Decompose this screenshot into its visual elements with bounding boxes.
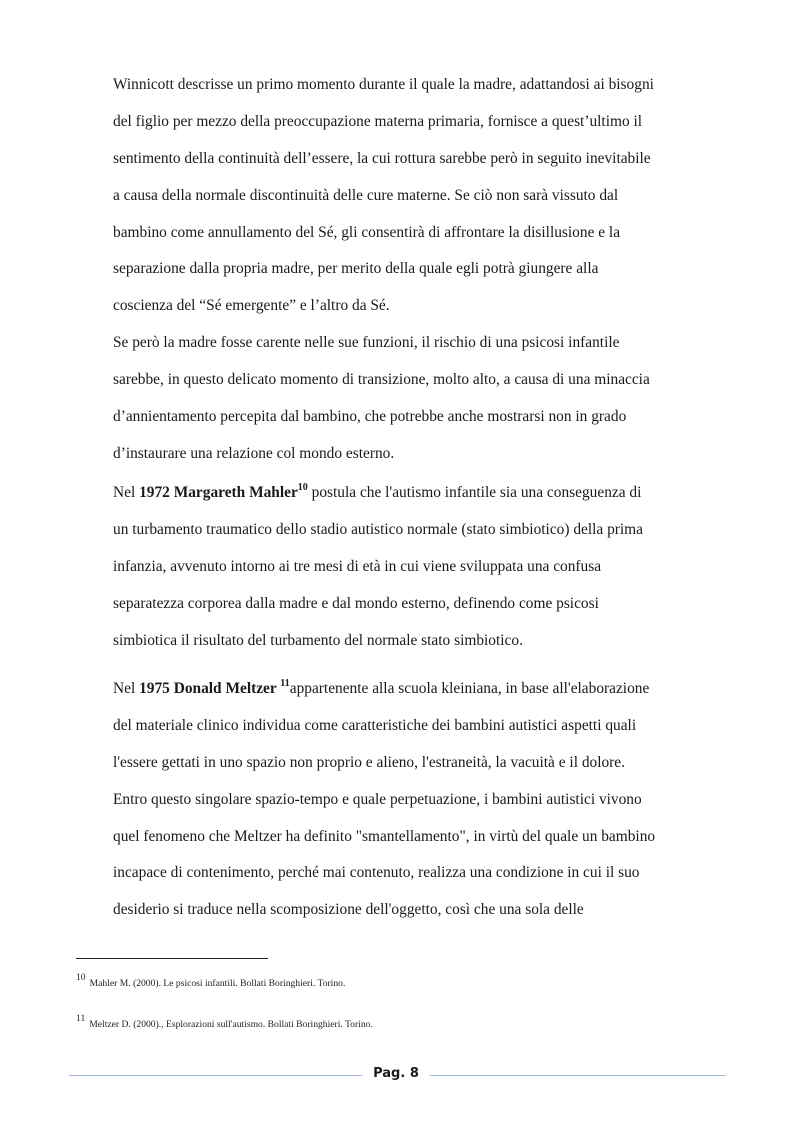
text-line: sentimento della continuità dell’essere, la cui rottura sarebbe però in seguito inevitabile <box>113 149 651 167</box>
footnote-separator <box>76 958 268 959</box>
footnote-text: Mahler M. (2000). Le psicosi infantili. Bollati Boringhieri. Torino. <box>89 978 346 989</box>
text-line: simbiotica il risultato del turbamento del normale stato simbiotico. <box>113 631 523 649</box>
page-number: Pag. 8 <box>373 1066 419 1081</box>
paragraph-meltzer <box>113 671 693 929</box>
footnote-text: Meltzer D. (2000)., Esplorazioni sull'autismo. Bollati Boringhieri. Torino. <box>89 1019 373 1030</box>
text-line <box>113 671 693 708</box>
text-line: Entro questo singolare spazio-tempo e quale perpetuazione, i bambini autistici vivono <box>113 790 642 808</box>
footnote-11 <box>76 1013 373 1030</box>
text-line: sarebbe, in questo delicato momento di transizione, molto alto, a causa di una minaccia <box>113 371 650 389</box>
paragraph-lead: Nel <box>113 680 140 697</box>
footer-rule-right <box>430 1075 726 1076</box>
paragraph-lead: Nel <box>113 484 140 501</box>
paragraph-first-line-rest: appartenente alla scuola kleiniana, in base all'elaborazione <box>289 680 650 697</box>
text-line <box>113 475 693 512</box>
footnote-number: 11 <box>76 1013 86 1024</box>
footnote-reference-10[interactable]: 10 <box>297 482 308 493</box>
author-year-bold: 1972 Margareth Mahler <box>139 484 298 501</box>
text-line: incapace di contenimento, perché mai contenuto, realizza una condizione in cui il suo <box>113 864 640 882</box>
text-line: Se però la madre fosse carente nelle sue funzioni, il rischio di una psicosi infantile <box>113 334 620 352</box>
author-year-bold: 1975 Donald Meltzer <box>139 680 281 697</box>
footer-rule-left <box>69 1075 362 1076</box>
paragraph-mahler <box>113 475 693 659</box>
paragraph-first-line-rest: postula che l'autismo infantile sia una conseguenza di <box>307 484 642 501</box>
text-line: d’annientamento percepita dal bambino, che potrebbe anche mostrarsi non in grado <box>113 408 627 426</box>
text-line: a causa della normale discontinuità delle cure materne. Se ciò non sarà vissuto dal <box>113 186 619 204</box>
text-line: separazione dalla propria madre, per merito della quale egli potrà giungere alla <box>113 260 599 278</box>
text-line: d’instaurare una relazione col mondo esterno. <box>113 444 395 462</box>
text-line: desiderio si traduce nella scomposizione dell'oggetto, così che una sola delle <box>113 901 584 919</box>
footnote-10 <box>76 972 345 989</box>
text-line: infanzia, avvenuto intorno ai tre mesi di età in cui viene sviluppata una confusa <box>113 557 602 575</box>
footnote-number: 10 <box>76 972 86 983</box>
paragraph-winnicott <box>113 67 693 473</box>
text-line: del materiale clinico individua come caratteristiche dei bambini autistici aspetti quali <box>113 716 637 734</box>
footnote-reference-11[interactable]: 11 <box>280 678 290 689</box>
text-line: coscienza del “Sé emergente” e l’altro da Sé. <box>113 297 390 315</box>
text-line: bambino come annullamento del Sé, gli consentirà di affrontare la disillusione e la <box>113 223 621 241</box>
text-line: separatezza corporea dalla madre e dal mondo esterno, definendo come psicosi <box>113 594 599 612</box>
text-line: Winnicott descrisse un primo momento durante il quale la madre, adattandosi ai bisogni <box>113 76 654 93</box>
text-line: quel fenomeno che Meltzer ha definito "smantellamento", in virtù del quale un bambino <box>113 827 656 845</box>
text-line: l'essere gettati in uno spazio non proprio e alieno, l'estraneità, la vacuità e il dolore. <box>113 753 625 771</box>
text-line: del figlio per mezzo della preoccupazione materna primaria, fornisce a quest’ultimo il <box>113 112 643 130</box>
text-line: un turbamento traumatico dello stadio autistico normale (stato simbiotico) della prima <box>113 520 643 538</box>
